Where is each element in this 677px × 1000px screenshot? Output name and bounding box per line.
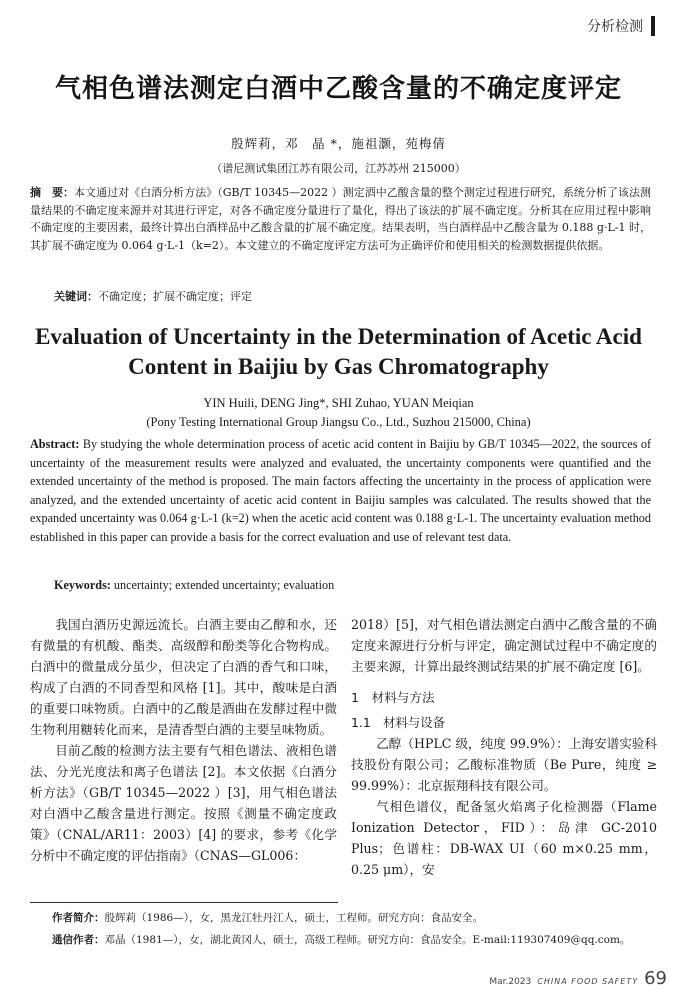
en-abstract-text: By studying the whole determination process of acetic acid content in Baijiu by GB/T 10345—2022, the sources of uncertainty of the measurement results were analyzed and evaluated, the uncertainty components were quantified and the extended uncertainty of the method is proposed. The main factors affecting the uncertainty in the process of application were analyzed, and the extended uncertainty of acetic acid content in Baijiu samples was calculated. The results showed that the expanded uncertainty was 0.064 g·L-1 (k=2) when the acetic acid content was 0.188 g·L-1. The uncertainty evaluation method established in this paper can provide a basis for the correct evaluation and use of relevant test data.	[30, 437, 652, 544]
cn-authors: 殷辉莉，邓 晶 *，施祖灏，苑梅倩	[231, 136, 446, 151]
page-number: 69	[644, 968, 667, 989]
en-abstract-label: Abstract:	[30, 437, 80, 451]
page-footer	[489, 968, 667, 989]
subsection-heading: 1.1 材料与设备	[351, 715, 446, 730]
en-authors: YIN Huili, DENG Jing*, SHI Zuhao, YUAN Meiqian	[203, 396, 474, 410]
footnote-divider	[30, 902, 338, 903]
cn-abstract	[30, 184, 651, 254]
en-abstract	[30, 435, 651, 546]
corresponding-footnote-text: 邓晶（1981—），女，湖北黄冈人，硕士，高级工程师。研究方向：食品安全。E-mail:119307409@qq.com。	[104, 934, 631, 946]
corresponding-footnote-label: 通信作者：	[52, 934, 105, 946]
en-keywords-text: uncertainty; extended uncertainty; evaluation	[113, 578, 335, 592]
body-column-left	[30, 614, 337, 866]
cn-keywords-text: 不确定度；扩展不确定度；评定	[98, 290, 252, 303]
cn-title: 气相色谱法测定白酒中乙酸含量的不确定度评定	[54, 74, 622, 104]
body-paragraph: 2018）[5]，对气相色谱法测定白酒中乙酸含量的不确定度来源进行分析与评定，确定测试过程中不确定度的主要来源，计算出最终测试结果的扩展不确定度 [6]。	[351, 617, 657, 674]
corresponding-footnote	[52, 932, 630, 947]
journal-name: CHINA FOOD SAFETY	[537, 977, 639, 986]
issue-date: Mar.2023	[489, 977, 532, 987]
en-title-line2: Content in Baijiu by Gas Chromatography	[128, 354, 549, 379]
cn-abstract-text: 本文通过对《白酒分析方法》（GB/T 10345—2022 ）测定酒中乙酸含量的整个测定过程进行研究，系统分析了该法测量结果的不确定度来源并对其进行评定，对各不确定度分量进行了量化，得出了该法的扩展不确定度。分析其在应用过程中影响不确定度的主要因素，最终计算出白酒样品中乙酸含量的扩展不确定度。结果表明，当白酒样品中乙酸含量为 0.188 g·L-1 时，其扩展不确定度为 0.064 g·L-1（k=2）。本文建立的不确定度评定方法可为正确评价和使用相关的检测数据提供依据。	[30, 186, 652, 252]
body-paragraph: 我国白酒历史源远流长。白酒主要由乙醇和水，还有微量的有机酸、酯类、高级醇和酚类等化合物构成。白酒中的微量成分虽少，但决定了白酒的香气和口味，构成了白酒的不同香型和风格 [1]。其中，酸味是白酒的重要口味物质。白酒中的乙酸是酒曲在发酵过程中微生物利用糖转化而来，是清香型白酒的主要呈味物质。	[30, 617, 337, 737]
en-affiliation: (Pony Testing International Group Jiangsu Co., Ltd., Suzhou 215000, China)	[146, 415, 531, 429]
section-heading: 1 材料与方法	[351, 690, 435, 705]
cn-keywords-label: 关键词：	[54, 290, 98, 303]
body-paragraph: 乙醇（HPLC 级，纯度 99.9%）：上海安谱实验科技股份有限公司；乙酸标准物质（Be Pure，纯度 ≥ 99.99%）：北京振翔科技有限公司。	[351, 736, 657, 793]
cn-affiliation: （谱尼测试集团江苏有限公司，江苏苏州 215000）	[211, 162, 466, 175]
cn-abstract-label: 摘 要：	[30, 186, 75, 199]
cn-keywords	[54, 288, 252, 304]
en-keywords-label: Keywords:	[54, 578, 111, 592]
section-bar	[651, 16, 655, 36]
body-paragraph: 气相色谱仪，配备氢火焰离子化检测器（Flame Ionization Detector，FID）：岛津 GC-2010 Plus；色谱柱：DB-WAX UI（60 m×0.25 mm，0.25 μm），安	[351, 799, 657, 877]
author-footnote-text: 殷辉莉（1986—），女，黑龙江牡丹江人，硕士，工程师。研究方向：食品安全。	[104, 912, 483, 924]
author-footnote	[52, 910, 483, 925]
author-footnote-label: 作者简介：	[52, 912, 105, 924]
en-keywords	[54, 578, 334, 593]
section-label: 分析检测	[587, 19, 643, 35]
section-tag	[587, 16, 655, 36]
en-title	[0, 322, 677, 382]
body-column-right	[351, 614, 657, 880]
en-title-line1: Evaluation of Uncertainty in the Determination of Acetic Acid	[35, 324, 642, 349]
body-paragraph: 目前乙酸的检测方法主要有气相色谱法、液相色谱法、分光光度法和离子色谱法 [2]。本文依据《白酒分析方法》（GB/T 10345—2022 ）[3]，用气相色谱法对白酒中乙酸含量进行测定。按照《测量不确定度政策》（CNAL/AR11：2003）[4] 的要求，参考《化学分析中不确定度的评估指南》（CNAS—GL006：	[30, 743, 337, 863]
